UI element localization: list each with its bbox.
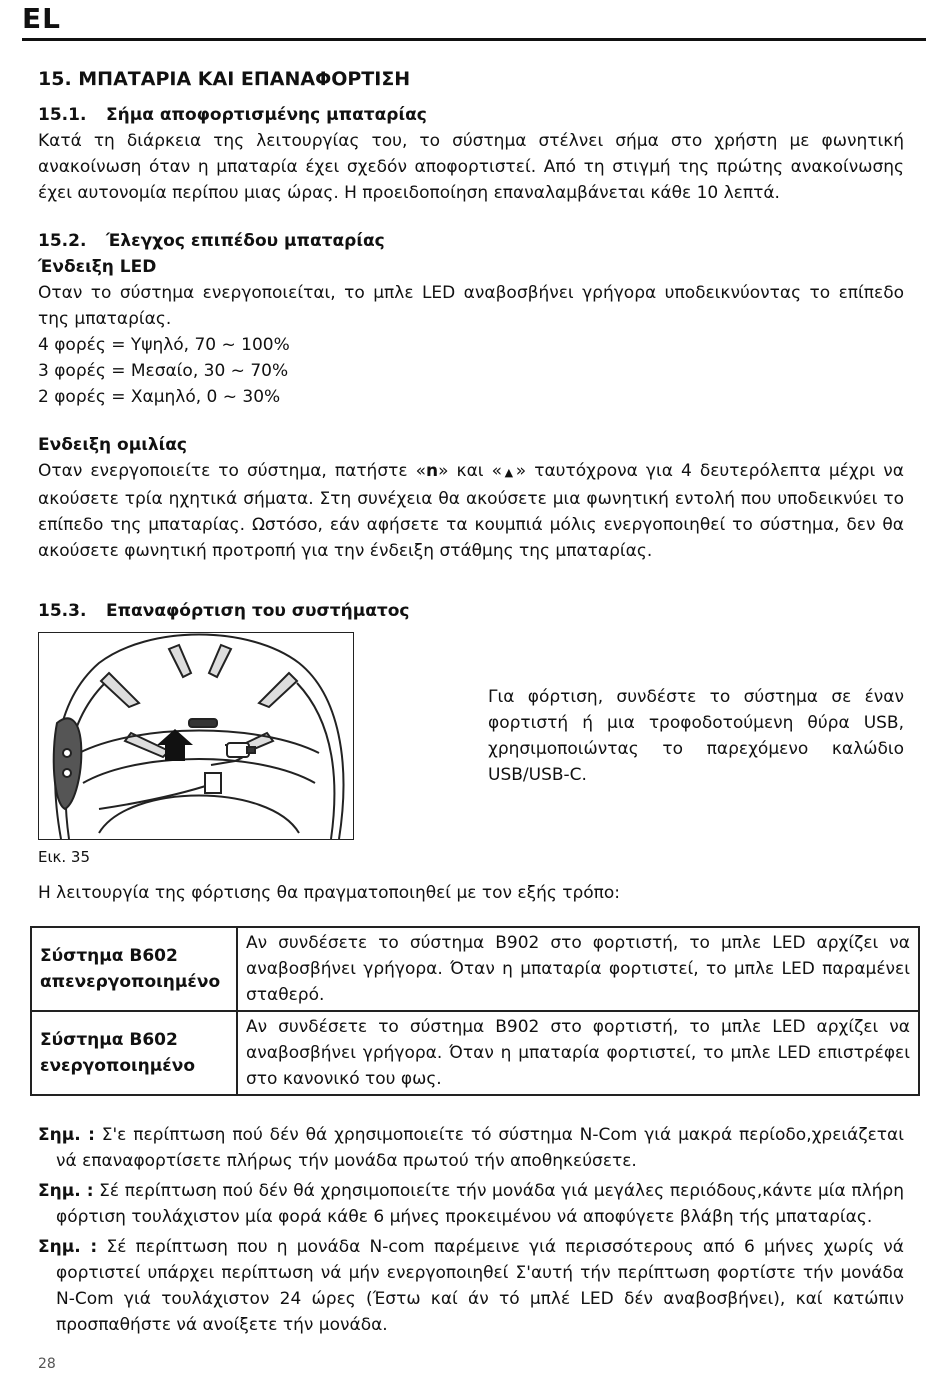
state-cell: Σύστημα B602 ενεργοποιημένο bbox=[31, 1011, 237, 1095]
subsection-number: 15.3. bbox=[38, 601, 87, 621]
led-indication-label: Ένδειξη LED bbox=[38, 257, 157, 277]
note-tag: Σημ. : bbox=[38, 1237, 98, 1257]
figure-caption: Εικ. 35 bbox=[38, 848, 91, 866]
note-text: Σέ περίπτωση που η μονάδα N-com παρέμεινε γιά περισσότερους από 6 μήνες χωρίς νά φορτιστεί υπάρχει περίπτωση νά μήν ενεργοποιηθεί Σ'αυτή τήν περίπτωση φορτίστε τήν μονάδα N-Com γιά τουλάχιστον 24 ώρες (Έστω καί άν τό μπλέ LED δέν αναβοσβήνει), καί κατώπιν προσπαθήστε νά ανοίξετε τήν μονάδα. bbox=[56, 1237, 904, 1335]
section-title: 15. ΜΠΑΤΑΡΙΑ ΚΑΙ ΕΠΑΝΑΦΟΡΤΙΣΗ bbox=[38, 68, 411, 90]
battery-level-list bbox=[38, 332, 904, 410]
up-arrow-icon: ▲ bbox=[501, 466, 516, 479]
language-label: EL bbox=[22, 2, 61, 35]
document-body bbox=[38, 64, 910, 1342]
note-item bbox=[38, 1234, 904, 1338]
battery-level-item: 3 φορές = Μεσαίο, 30 ~ 70% bbox=[38, 361, 289, 381]
charging-status-table bbox=[30, 926, 920, 1096]
header-rule bbox=[22, 38, 926, 41]
charging-instructions: Για φόρτιση, συνδέστε το σύστημα σε έναν φορτιστή ή μια τροφοδοτούμενη θύρα USB, χρησιμοποιώντας το παρεχόμενο καλώδιο USB/USB-C. bbox=[488, 687, 904, 785]
low-battery-paragraph: Κατά τη διάρκεια της λειτουργίας του, το σύστημα στέλνει σήμα στο χρήστη με φωνητική ανακοίνωση όταν η μπαταρία έχει σχεδόν αποφορτιστεί. Από τη στιγμή της πρώτης ανακοίνωσης έχει αυτονομία περίπου μιας ώρας. Η προειδοποίηση επαναλαμβάνεται κάθε 10 λεπτά. bbox=[38, 131, 904, 203]
note-item bbox=[38, 1122, 904, 1174]
notes-list bbox=[38, 1122, 904, 1338]
note-tag: Σημ. : bbox=[38, 1125, 95, 1145]
subsection-title: Σήμα αποφορτισμένης μπαταρίας bbox=[106, 105, 427, 125]
subsection-15-2-heading bbox=[38, 228, 904, 254]
subsection-number: 15.1. bbox=[38, 105, 87, 125]
subsection-15-3-heading bbox=[38, 598, 904, 624]
helmet-illustration bbox=[39, 633, 353, 839]
description-cell: Αν συνδέσετε το σύστημα B902 στο φορτιστή, το μπλε LED αρχίζει να αναβοσβήνει γρήγορα. Όταν η μπαταρία φορτιστεί, το μπλε LED παραμένει σταθερό. bbox=[237, 927, 919, 1011]
battery-level-item: 4 φορές = Υψηλό, 70 ~ 100% bbox=[38, 335, 290, 355]
charging-intro: Η λειτουργία της φόρτισης θα πραγματοποιηθεί με τον εξής τρόπο: bbox=[38, 883, 621, 903]
page-number: 28 bbox=[38, 1356, 56, 1372]
voice-indication-label: Ενδειξη ομιλίας bbox=[38, 435, 187, 455]
note-text: Σέ περίπτωση πού δέν θά χρησιμοποιείτε τήν μονάδα γιά μεγάλες περιόδους,κάντε μία πλήρη φόρτιση τουλάχιστον μία φορά κάθε 6 μήνες προκειμένου νά αποφύγετε βλάβη τής μπαταρίας. bbox=[56, 1181, 904, 1227]
battery-level-item: 2 φορές = Χαμηλό, 0 ~ 30% bbox=[38, 387, 281, 407]
note-tag: Σημ. : bbox=[38, 1181, 94, 1201]
table-row bbox=[31, 927, 919, 1011]
subsection-title: Επαναφόρτιση του συστήματος bbox=[106, 601, 410, 621]
figure-row bbox=[38, 632, 904, 842]
n-button-label: n bbox=[425, 461, 439, 481]
table-row bbox=[31, 1011, 919, 1095]
subsection-15-1-heading bbox=[38, 102, 904, 128]
description-cell: Αν συνδέσετε το σύστημα B902 στο φορτιστή, το μπλε LED αρχίζει να αναβοσβήνει γρήγορα. Όταν η μπαταρία φορτιστεί, το μπλε LED επιστρέφει στο κανονικό του φως. bbox=[237, 1011, 919, 1095]
subsection-number: 15.2. bbox=[38, 231, 87, 251]
subsection-title: Έλεγχος επιπέδου μπαταρίας bbox=[106, 231, 385, 251]
led-indication-paragraph: Οταν το σύστημα ενεργοποιείται, το μπλε LED αναβοσβήνει γρήγορα υποδεικνύοντας το επίπεδο της μπαταρίας. bbox=[38, 283, 904, 329]
voice-indication-paragraph: Οταν ενεργοποιείτε το σύστημα, πατήστε «n» και «▲» ταυτόχρονα για 4 δευτερόλεπτα μέχρι να ακούσετε τρία ηχητικά σήματα. Στη συνέχεια θα ακούσετε μια φωνητική εντολή που υποδεικνύει το επίπεδο της μπαταρίας. Ωστόσο, εάν αφήσετε τα κουμπιά μόλις ενεργοποιηθεί το σύστημα, δεν θα ακούσετε φωνητική προτροπή για την ένδειξη στάθμης της μπαταρίας. bbox=[38, 461, 904, 561]
state-cell: Σύστημα B602 απενεργοποιημένο bbox=[31, 927, 237, 1011]
note-item bbox=[38, 1178, 904, 1230]
helmet-charging-figure bbox=[38, 632, 354, 840]
note-text: Σ'ε περίπτωση πού δέν θά χρησιμοποιείτε τό σύστημα N-Com γιά μακρά περίοδο,χρειάζεται νά επαναφορτίσετε πλήρως τήν μονάδα πρωτού τήν αποθηκεύσετε. bbox=[56, 1125, 904, 1171]
